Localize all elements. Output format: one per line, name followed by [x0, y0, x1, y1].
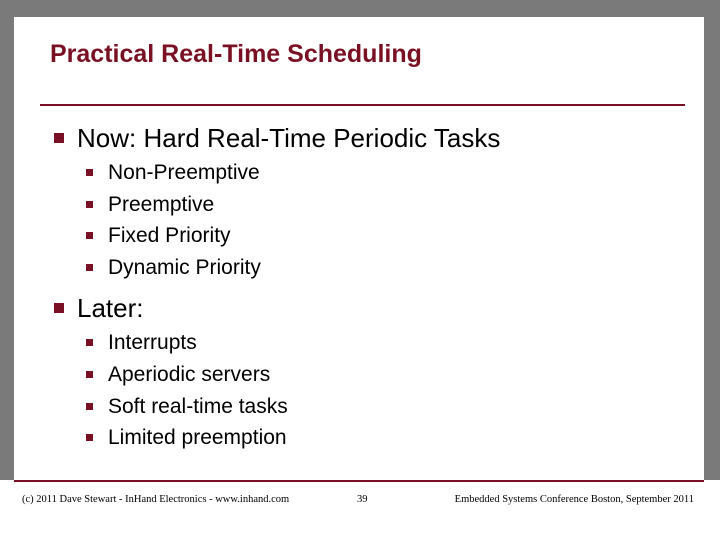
square-bullet-icon [86, 169, 93, 176]
square-bullet-icon [86, 371, 93, 378]
square-bullet-icon [86, 434, 93, 441]
square-bullet-icon [86, 201, 93, 208]
bullet-text: Now: Hard Real-Time Periodic Tasks [77, 123, 501, 153]
square-bullet-icon [54, 303, 64, 313]
sub-bullet-text: Interrupts [108, 331, 197, 354]
square-bullet-icon [54, 133, 64, 143]
bullet-list [14, 17, 704, 497]
square-bullet-icon [86, 403, 93, 410]
sub-bullet-text: Limited preemption [108, 426, 287, 449]
sub-bullet-text: Preemptive [108, 193, 215, 216]
bullet-text: Later: [77, 293, 144, 323]
footer-copyright: (c) 2011 Dave Stewart - InHand Electronics - www.inhand.com [22, 494, 290, 505]
sub-bullet-text: Aperiodic servers [108, 363, 271, 386]
sub-bullet-text: Non-Preemptive [108, 161, 260, 184]
slide-title: Practical Real-Time Scheduling [50, 40, 422, 68]
sub-bullet-text: Fixed Priority [108, 224, 231, 247]
footer [14, 480, 704, 524]
square-bullet-icon [86, 232, 93, 239]
square-bullet-icon [86, 339, 93, 346]
slide [14, 17, 704, 497]
sub-bullet-text: Soft real-time tasks [108, 395, 288, 418]
sub-bullet-text: Dynamic Priority [108, 256, 261, 279]
footer-event: Embedded Systems Conference Boston, September 2011 [454, 494, 694, 505]
page-number: 39 [357, 494, 368, 505]
square-bullet-icon [86, 264, 93, 271]
footer-area [0, 480, 720, 540]
